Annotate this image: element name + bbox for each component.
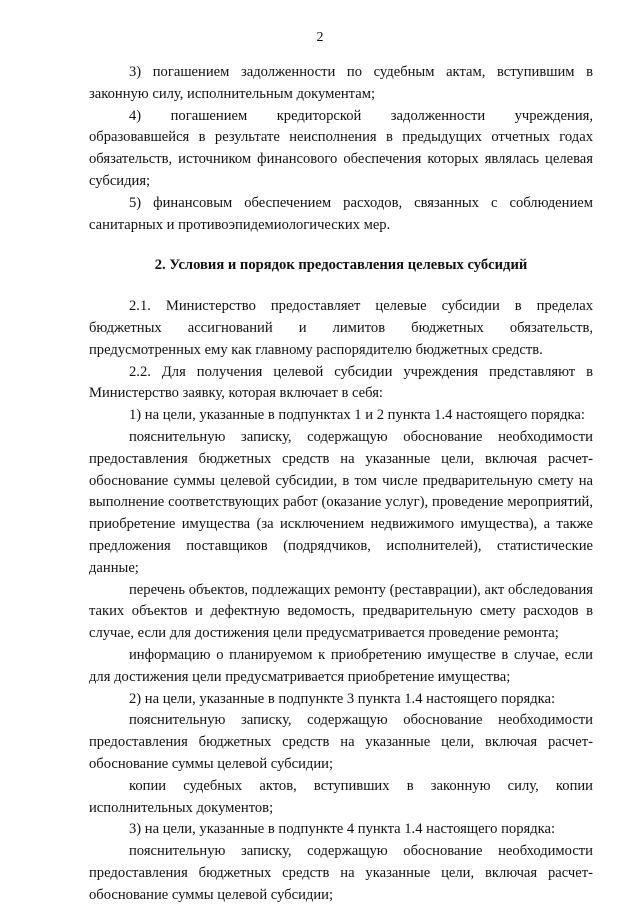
paragraph-item-5-sanitary-measures: 5) финансовым обеспечением расходов, связанных с соблюдением санитарных и противоэпидемиологических мер. (89, 194, 593, 233)
page-number: 2 (316, 30, 324, 45)
document-body (89, 62, 593, 906)
paragraph-subitem-3: 3) на цели, указанные в подпункте 4 пункта 1.4 настоящего порядка: (129, 821, 556, 838)
paragraph-property-info: информацию о планируемом к приобретению имуществе в случае, если для достижения цели предусматривается приобретение имущества; (89, 646, 593, 685)
paragraph-explanatory-note-3: пояснительную записку, содержащую обоснование необходимости предоставления бюджетных средств на указанные цели, включая расчет-обоснование суммы целевой субсидии; (89, 843, 593, 903)
section-heading: 2. Условия и порядок предоставления целевых субсидий (154, 257, 528, 274)
paragraph-2-2: 2.2. Для получения целевой субсидии учреждения представляют в Министерство заявку, которая включает в себя: (89, 363, 593, 402)
paragraph-explanatory-note-2: пояснительную записку, содержащую обоснование необходимости предоставления бюджетных средств на указанные цели, включая расчет-обоснование суммы целевой субсидии; (89, 712, 593, 772)
paragraph-subitem-2: 2) на цели, указанные в подпункте 3 пункта 1.4 настоящего порядка: (129, 690, 556, 707)
paragraph-explanatory-note-1: пояснительную записку, содержащую обоснование необходимости предоставления бюджетных средств на указанные цели, включая расчет-обоснование суммы целевой субсидии, в том числе предварительную смету на выполнение соответствующих работ (оказание услуг), проведение мероприятий, приобретение имущества (за исключением недвижимого имущества), а также предложения поставщиков (подрядчиков, исполнителей), статистические данные; (89, 428, 593, 576)
paragraph-item-3-court-debts: 3) погашением задолженности по судебным актам, вступившим в законную силу, исполнительным документам; (89, 64, 593, 102)
paragraph-court-act-copies: копии судебных актов, вступивших в законную силу, копии исполнительных документов; (89, 777, 593, 816)
paragraph-objects-list: перечень объектов, подлежащих ремонту (реставрации), акт обследования таких объектов и дефектную ведомость, предварительную смету расходов в случае, если для достижения цели предусматривается проведение ремонта; (89, 581, 593, 642)
paragraph-2-1: 2.1. Министерство предоставляет целевые субсидии в пределах бюджетных ассигнований и лимитов бюджетных обязательств, предусмотренных ему как главному распорядителю бюджетных средств. (89, 298, 593, 358)
paragraph-subitem-1: 1) на цели, указанные в подпунктах 1 и 2 пункта 1.4 настоящего порядка: (129, 407, 585, 424)
paragraph-item-4-creditor-debts: 4) погашением кредиторской задолженности учреждения, образовавшейся в результате неисполнения в предыдущих отчетных годах обязательств, источником финансового обеспечения которых являлась целевая субсидия; (89, 107, 593, 189)
